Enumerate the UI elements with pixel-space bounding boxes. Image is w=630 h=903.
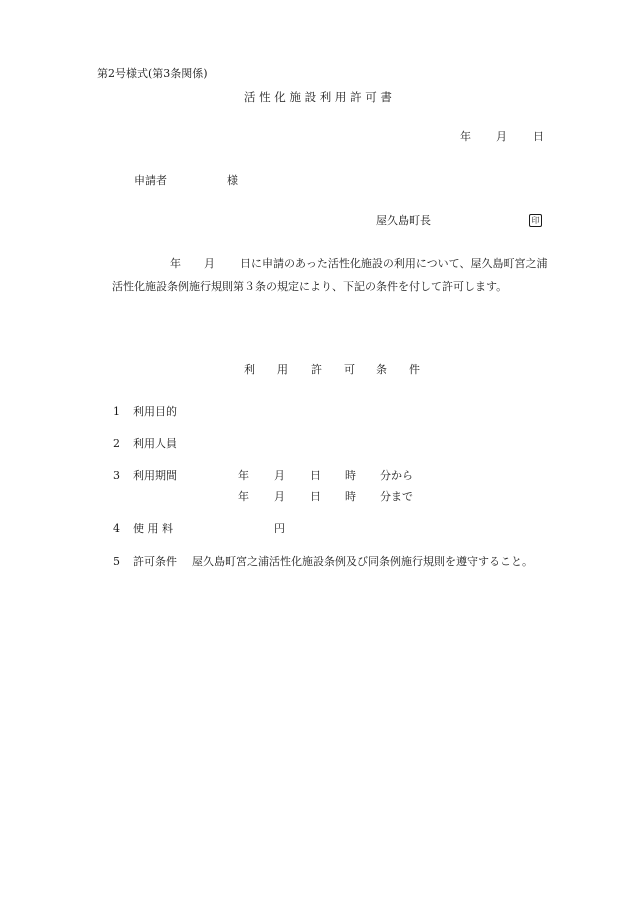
- applicant-honorific: 様: [227, 174, 238, 187]
- form-number: 第2号様式(第3条関係): [97, 67, 208, 80]
- item-number: 4: [113, 522, 120, 535]
- applicant-label: 申請者: [134, 174, 167, 187]
- document-title: 活 性 化 施 設 利 用 許 可 書: [244, 90, 392, 104]
- item-number: 3: [113, 469, 120, 482]
- fee-unit: 円: [274, 522, 285, 535]
- heading-char: 利: [244, 363, 255, 376]
- item-label-headcount: 利用人員: [133, 437, 177, 450]
- period-from-month: 月: [274, 469, 285, 482]
- body-text-line1: 日に申請のあった活性化施設の利用について、屋久島町宮之浦: [240, 257, 548, 270]
- item-label-conditions: 許可条件: [133, 555, 177, 568]
- period-from-day: 日: [310, 469, 321, 482]
- body-year: 年: [170, 257, 181, 270]
- item-label-fee: 使 用 料: [133, 522, 173, 535]
- item-number: 5: [113, 555, 120, 568]
- issuer-name: 屋久島町長: [376, 214, 431, 227]
- permission-conditions-text: 屋久島町宮之浦活性化施設条例及び同条例施行規則を遵守すること。: [192, 555, 533, 568]
- heading-char: 許: [311, 363, 322, 376]
- period-to-day: 日: [310, 490, 321, 503]
- period-to-year: 年: [238, 490, 249, 503]
- period-from-minute: 分から: [380, 469, 413, 482]
- issue-month: 月: [496, 130, 507, 143]
- heading-char: 可: [344, 363, 355, 376]
- heading-char: 件: [409, 363, 420, 376]
- item-number: 2: [113, 437, 120, 450]
- period-from-hour: 時: [345, 469, 356, 482]
- period-to-month: 月: [274, 490, 285, 503]
- issue-year: 年: [460, 130, 471, 143]
- period-to-minute: 分まで: [380, 490, 413, 503]
- period-to-hour: 時: [345, 490, 356, 503]
- body-text-line2: 活性化施設条例施行規則第３条の規定により、下記の条件を付して許可します。: [112, 280, 508, 293]
- item-label-period: 利用期間: [133, 469, 177, 482]
- period-from-year: 年: [238, 469, 249, 482]
- seal-icon: 印: [529, 214, 542, 227]
- seal-mark: [529, 214, 542, 227]
- issue-day: 日: [533, 130, 544, 143]
- item-label-purpose: 利用目的: [133, 405, 177, 418]
- item-number: 1: [113, 405, 120, 418]
- heading-char: 用: [277, 363, 288, 376]
- body-month: 月: [204, 257, 215, 270]
- heading-char: 条: [376, 363, 387, 376]
